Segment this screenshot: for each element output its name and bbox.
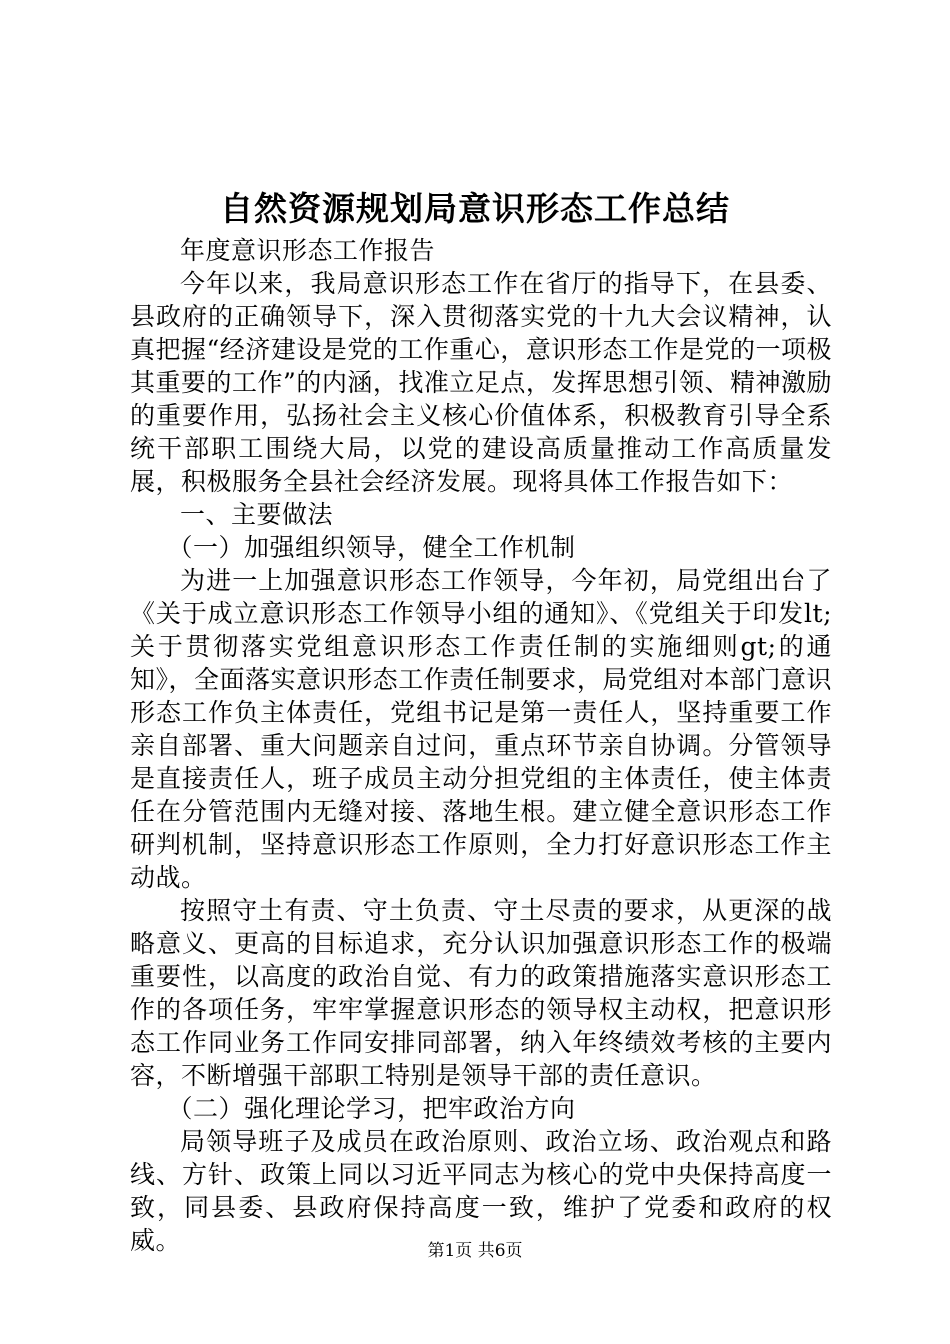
intro-paragraph: 今年以来，我局意识形态工作在省厅的指导下，在县委、县政府的正确领导下，深入贯彻落实党的十九大会议精神，认真把握“经济建设是党的工作重心，意识形态工作是党的一项极其重要的工作”的内涵，找准立足点，发挥思想引领、精神激励的重要作用，弘扬社会主义核心价值体系，积极教育引导全系统干部职工围绕大局，以党的建设高质量推动工作高质量发展，积极服务全县社会经济发展。现将具体工作报告如下： [130, 269, 832, 496]
subsection-heading-2: （二）强化理论学习，把牢政治方向 [167, 1094, 576, 1123]
document-body [130, 234, 832, 1257]
body-paragraph-3: 局领导班子及成员在政治原则、政治立场、政治观点和路线、方针、政策上同以习近平同志为核心的党中央保持高度一致，同县委、县政府保持高度一致，维护了党委和政府的权威。 [130, 1127, 832, 1255]
body-paragraph-2: 按照守土有责、守土负责、守土尽责的要求，从更深的战略意义、更高的目标追求，充分认识加强意识形态工作的极端重要性，以高度的政治自觉、有力的政策措施落实意识形态工作的各项任务，牢牢掌握意识形态的领导权主动权，把意识形态工作同业务工作同安排同部署，纳入年终绩效考核的主要内容，不断增强干部职工特别是领导干部的责任意识。 [130, 896, 832, 1090]
document-title: 自然资源规划局意识形态工作总结 [220, 189, 730, 228]
body-paragraph-1: 为进一上加强意识形态工作领导，今年初，局党组出台了《关于成立意识形态工作领导小组的通知》、《党组关于印发lt;关于贯彻落实党组意识形态工作责任制的实施细则gt;的通知》，全面落实意识形态工作责任制要求，局党组对本部门意识形态工作负主体责任，党组书记是第一责任人，坚持重要工作亲自部署、重大问题亲自过问，重点环节亲自协调。分管领导是直接责任人，班子成员主动分担党组的主体责任，使主体责任在分管范围内无缝对接、落地生根。建立健全意识形态工作研判机制，坚持意识形态工作原则，全力打好意识形态工作主动战。 [130, 566, 832, 892]
report-subtitle: 年度意识形态工作报告 [180, 236, 436, 265]
page-footer [0, 1240, 950, 1262]
page-indicator: 第1页 共6页 [427, 1241, 523, 1261]
subsection-heading-1: （一）加强组织领导，健全工作机制 [167, 533, 576, 562]
section-heading-main-practices: 一、主要做法 [180, 500, 334, 529]
